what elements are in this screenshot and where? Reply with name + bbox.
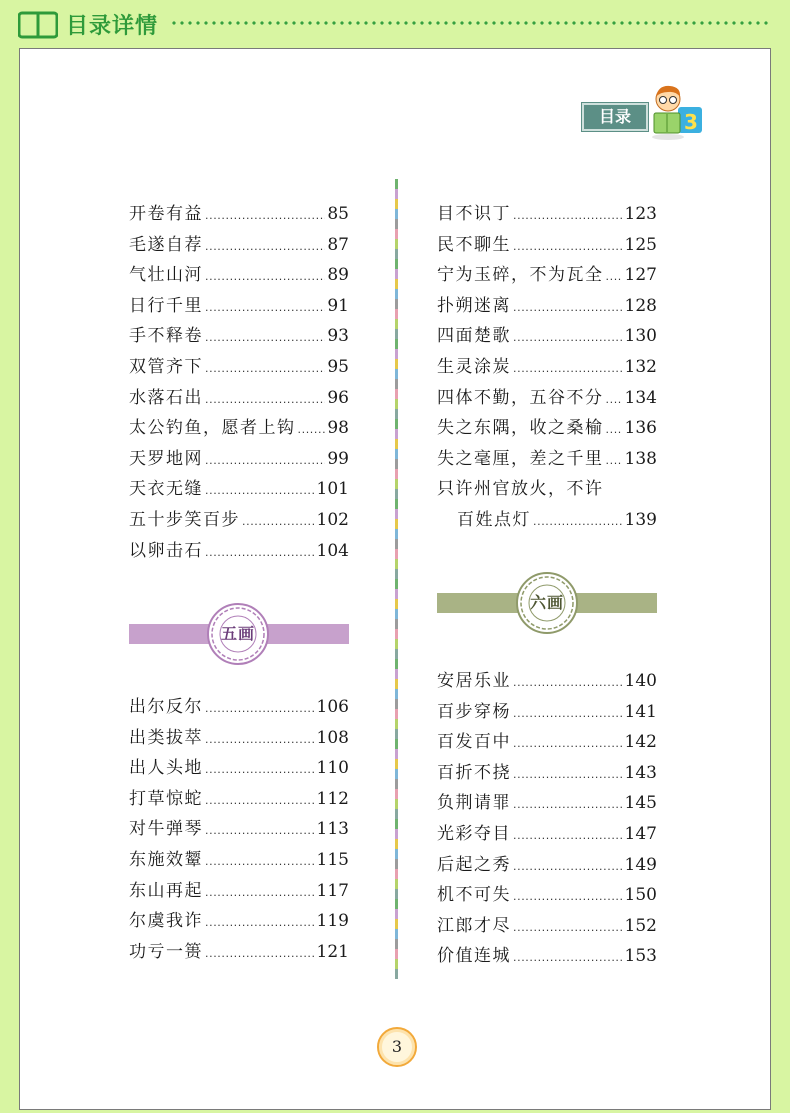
toc-entry-page: 110 (316, 758, 349, 779)
dot-leader (205, 546, 315, 559)
divider-segment (395, 619, 398, 629)
dot-leader (205, 301, 325, 314)
section-medal-wuhua (207, 603, 269, 665)
divider-segment (395, 779, 398, 789)
toc-entry[interactable] (437, 697, 657, 728)
divider-segment (395, 559, 398, 569)
toc-entry-page: 141 (624, 701, 657, 722)
toc-entry-title: 宁为玉碎，不为瓦全 (437, 265, 604, 286)
toc-entry-page: 140 (624, 671, 657, 691)
toc-entry[interactable] (129, 321, 349, 352)
toc-entry-page: 153 (624, 946, 657, 967)
toc-entry-title: 功亏一篑 (129, 941, 203, 962)
toc-entry-page: 95 (327, 356, 349, 377)
toc-entry-page: 93 (327, 326, 349, 347)
toc-entry[interactable] (129, 906, 349, 937)
toc-entry-title: 对牛弹琴 (129, 819, 203, 840)
toc-entry[interactable] (437, 444, 657, 475)
toc-entry-title: 扑朔迷离 (437, 295, 511, 316)
toc-entry-page: 106 (316, 697, 349, 717)
toc-entry-page: 150 (624, 885, 657, 906)
dot-leader (513, 798, 623, 811)
toc-entry[interactable] (437, 727, 657, 758)
divider-segment (395, 509, 398, 519)
toc-entry-title: 毛遂自荐 (129, 234, 203, 255)
dot-leader (205, 824, 315, 837)
toc-entry[interactable] (129, 753, 349, 784)
divider-segment (395, 399, 398, 409)
divider-segment (395, 199, 398, 209)
toc-entry-page: 143 (624, 762, 657, 783)
divider-segment (395, 429, 398, 439)
toc-entry-title: 太公钓鱼，愿者上钩 (129, 418, 296, 439)
toc-entry[interactable] (129, 536, 349, 567)
toc-entry-page: 119 (316, 911, 349, 932)
toc-entry[interactable] (437, 352, 657, 383)
toc-entry-title: 东施效颦 (129, 849, 203, 870)
header-title: 目录详情 (66, 14, 159, 39)
dot-leader (205, 733, 315, 746)
divider-segment (395, 649, 398, 659)
toc-entry-title: 失之毫厘，差之千里 (437, 448, 604, 469)
toc-entry-page: 87 (327, 234, 349, 255)
divider-segment (395, 309, 398, 319)
toc-entry-title: 出类拔萃 (129, 727, 203, 748)
toc-entry[interactable] (129, 352, 349, 383)
toc-entry-page: 115 (316, 849, 349, 870)
dot-leader (606, 454, 623, 467)
toc-entry-page: 89 (327, 265, 349, 286)
toc-entry[interactable] (437, 291, 657, 322)
dot-leader (513, 829, 623, 842)
dot-leader (533, 515, 623, 528)
section-medal-liuhua (516, 572, 578, 634)
divider-segment (395, 479, 398, 489)
dot-leader (513, 362, 623, 375)
left-section-list (129, 692, 349, 967)
toc-entry-title: 目不识丁 (437, 204, 511, 224)
toc-entry-title: 水落石出 (129, 387, 203, 408)
toc-entry-title: 气壮山河 (129, 265, 203, 286)
divider-segment (395, 939, 398, 949)
divider-segment (395, 789, 398, 799)
divider-segment (395, 499, 398, 509)
toc-page (19, 48, 771, 1110)
book-icon (18, 11, 58, 39)
toc-entry-title: 出人头地 (129, 758, 203, 779)
toc-entry-title: 双管齐下 (129, 356, 203, 377)
divider-segment (395, 919, 398, 929)
toc-entry-page: 142 (624, 732, 657, 753)
toc-entry-page: 128 (624, 295, 657, 316)
dot-leader (205, 331, 325, 344)
toc-entry-title: 光彩夺目 (437, 823, 511, 844)
toc-entry-title: 失之东隅，收之桑榆 (437, 418, 604, 439)
divider-segment (395, 459, 398, 469)
dot-leader (513, 921, 623, 934)
toc-entry-title: 四体不勤，五谷不分 (437, 387, 604, 408)
toc-entry-page: 104 (316, 540, 349, 561)
toc-entry-title: 百发百中 (437, 732, 511, 753)
divider-segment (395, 539, 398, 549)
dot-leader (513, 951, 623, 964)
divider-segment (395, 629, 398, 639)
dot-leader (513, 707, 623, 720)
toc-entry-page: 123 (624, 204, 657, 224)
toc-entry-title: 负荆请罪 (437, 793, 511, 814)
toc-entry-title: 开卷有益 (129, 204, 203, 224)
dot-leader (513, 860, 623, 873)
toc-entry-title: 出尔反尔 (129, 697, 203, 717)
divider-segment (395, 489, 398, 499)
dot-leader (513, 240, 623, 253)
toc-entry[interactable] (129, 723, 349, 754)
toc-entry[interactable] (437, 758, 657, 789)
divider-segment (395, 749, 398, 759)
dot-leader (205, 794, 315, 807)
divider-segment (395, 599, 398, 609)
toc-entry[interactable] (129, 291, 349, 322)
toc-entry-page: 112 (316, 788, 349, 809)
dot-leader (205, 454, 325, 467)
toc-entry-title: 民不聊生 (437, 234, 511, 255)
toc-entry-page: 113 (316, 819, 349, 840)
divider-segment (395, 929, 398, 939)
dot-leader (513, 768, 623, 781)
toc-entry[interactable] (129, 845, 349, 876)
toc-entry[interactable] (129, 784, 349, 815)
toc-entry-page: 91 (327, 295, 349, 316)
dot-leader (205, 702, 315, 715)
dot-leader (205, 886, 315, 899)
divider-segment (395, 249, 398, 259)
divider-segment (395, 839, 398, 849)
toc-entry-title: 价值连城 (437, 946, 511, 967)
divider-segment (395, 419, 398, 429)
toc-entry[interactable] (437, 260, 657, 291)
toc-entry[interactable] (129, 230, 349, 261)
left-column-list (129, 199, 349, 566)
toc-entry-title: 天罗地网 (129, 448, 203, 469)
divider-segment (395, 609, 398, 619)
divider-segment (395, 379, 398, 389)
divider-segment (395, 889, 398, 899)
toc-entry[interactable] (129, 260, 349, 291)
divider-segment (395, 759, 398, 769)
dot-leader (513, 737, 623, 750)
toc-entry-title: 百折不挠 (437, 762, 511, 783)
toc-entry-title: 百步穿杨 (437, 701, 511, 722)
divider-segment (395, 269, 398, 279)
divider-segment (395, 569, 398, 579)
toc-entry-title: 生灵涂炭 (437, 356, 511, 377)
divider-segment (395, 859, 398, 869)
divider-segment (395, 259, 398, 269)
divider-segment (395, 869, 398, 879)
toc-entry-page: 85 (327, 204, 349, 224)
divider-segment (395, 369, 398, 379)
divider-segment (395, 209, 398, 219)
header-bar (0, 0, 790, 48)
toc-entry-page: 149 (624, 854, 657, 875)
toc-entry[interactable] (437, 474, 657, 505)
toc-entry-page: 139 (624, 509, 657, 530)
page-number: 3 (377, 1027, 417, 1067)
toc-entry-title: 安居乐业 (437, 671, 511, 691)
divider-segment (395, 959, 398, 969)
toc-entry[interactable] (129, 474, 349, 505)
toc-entry-page: 147 (624, 823, 657, 844)
dot-leader (513, 209, 623, 222)
toc-entry-page: 138 (624, 448, 657, 469)
toc-entry-page: 108 (316, 727, 349, 748)
toc-entry[interactable] (437, 880, 657, 911)
divider-segment (395, 279, 398, 289)
toc-entry[interactable] (437, 819, 657, 850)
divider-segment (395, 899, 398, 909)
toc-entry-page: 98 (327, 418, 349, 439)
toc-entry-title: 江郎才尽 (437, 915, 511, 936)
divider-segment (395, 529, 398, 539)
right-section-list (437, 666, 657, 972)
toc-entry-page: 101 (316, 479, 349, 500)
dot-leader (513, 890, 623, 903)
divider-segment (395, 829, 398, 839)
toc-entry[interactable] (129, 692, 349, 723)
divider-segment (395, 439, 398, 449)
divider-segment (395, 319, 398, 329)
toc-entry-title: 以卵击石 (129, 540, 203, 561)
toc-entry[interactable] (437, 230, 657, 261)
toc-entry[interactable] (437, 666, 657, 697)
toc-entry-page: 136 (624, 418, 657, 439)
toc-entry[interactable] (437, 505, 657, 536)
toc-entry[interactable] (129, 383, 349, 414)
divider-segment (395, 549, 398, 559)
divider-segment (395, 589, 398, 599)
toc-entry-title: 百姓点灯 (457, 509, 531, 530)
toc-entry-page: 145 (624, 793, 657, 814)
divider-segment (395, 329, 398, 339)
divider-segment (395, 659, 398, 669)
reading-kid-icon (648, 83, 706, 141)
dot-leader (606, 423, 623, 436)
divider-segment (395, 289, 398, 299)
toc-entry-title: 天衣无缝 (129, 479, 203, 500)
divider-segment (395, 879, 398, 889)
divider-segment (395, 639, 398, 649)
toc-entry[interactable] (129, 937, 349, 968)
dot-leader (205, 240, 325, 253)
divider-segment (395, 909, 398, 919)
dot-leader (606, 270, 623, 283)
toc-entry[interactable] (129, 413, 349, 444)
dot-leader (205, 393, 325, 406)
toc-entry[interactable] (437, 199, 657, 230)
divider-segment (395, 519, 398, 529)
divider-segment (395, 949, 398, 959)
toc-entry[interactable] (437, 788, 657, 819)
column-divider (395, 179, 398, 981)
dot-leader (205, 270, 325, 283)
divider-segment (395, 409, 398, 419)
toc-entry-page: 132 (624, 356, 657, 377)
dot-leader (205, 855, 315, 868)
right-column-list (437, 199, 657, 536)
dot-leader (205, 484, 315, 497)
toc-entry[interactable] (129, 505, 349, 536)
toc-entry-title: 打草惊蛇 (129, 788, 203, 809)
dot-leader (513, 676, 623, 689)
divider-segment (395, 709, 398, 719)
toc-badge: 目录 (582, 103, 648, 131)
divider-segment (395, 739, 398, 749)
dot-leader (205, 916, 315, 929)
divider-segment (395, 389, 398, 399)
divider-segment (395, 239, 398, 249)
toc-entry-title: 四面楚歌 (437, 326, 511, 347)
divider-segment (395, 179, 398, 189)
toc-entry-title: 后起之秀 (437, 854, 511, 875)
divider-segment (395, 299, 398, 309)
section-label-liuhua: 六画 (529, 593, 564, 612)
toc-entry-title: 日行千里 (129, 295, 203, 316)
toc-entry[interactable] (437, 413, 657, 444)
divider-segment (395, 449, 398, 459)
divider-segment (395, 769, 398, 779)
toc-entry[interactable] (129, 876, 349, 907)
divider-segment (395, 689, 398, 699)
dot-leader (205, 209, 325, 222)
toc-entry[interactable] (129, 199, 349, 230)
svg-text:3: 3 (684, 110, 698, 134)
toc-entry-page: 96 (327, 387, 349, 408)
toc-entry-page: 117 (316, 880, 349, 901)
dot-leader (606, 393, 623, 406)
dot-leader (205, 362, 325, 375)
dot-leader (298, 423, 326, 436)
toc-entry-title: 尔虞我诈 (129, 911, 203, 932)
divider-segment (395, 819, 398, 829)
divider-segment (395, 219, 398, 229)
divider-segment (395, 189, 398, 199)
dot-leader (205, 947, 315, 960)
divider-segment (395, 809, 398, 819)
toc-entry[interactable] (437, 941, 657, 972)
divider-segment (395, 719, 398, 729)
dot-leader (513, 301, 623, 314)
toc-entry[interactable] (437, 321, 657, 352)
dot-leader (242, 515, 315, 528)
toc-entry[interactable] (437, 850, 657, 881)
toc-entry[interactable] (129, 814, 349, 845)
dot-leader (205, 763, 315, 776)
divider-segment (395, 729, 398, 739)
toc-entry-page: 121 (316, 941, 349, 962)
header-dotted-line (170, 21, 770, 25)
divider-segment (395, 679, 398, 689)
toc-entry-page: 152 (624, 915, 657, 936)
divider-segment (395, 469, 398, 479)
divider-segment (395, 799, 398, 809)
toc-entry[interactable] (129, 444, 349, 475)
toc-entry-page: 125 (624, 234, 657, 255)
toc-entry[interactable] (437, 383, 657, 414)
toc-entry-page: 134 (624, 387, 657, 408)
divider-segment (395, 349, 398, 359)
toc-entry-page: 127 (624, 265, 657, 286)
toc-entry-page: 99 (327, 448, 349, 469)
section-label-wuhua: 五画 (220, 624, 255, 643)
toc-entry-title: 手不释卷 (129, 326, 203, 347)
toc-entry-title: 只许州官放火，不许 (437, 479, 604, 500)
toc-entry-page: 102 (316, 509, 349, 530)
toc-entry-title: 机不可失 (437, 885, 511, 906)
divider-segment (395, 699, 398, 709)
divider-segment (395, 229, 398, 239)
divider-segment (395, 339, 398, 349)
toc-entry-title: 东山再起 (129, 880, 203, 901)
divider-segment (395, 579, 398, 589)
divider-segment (395, 359, 398, 369)
toc-entry[interactable] (437, 911, 657, 942)
toc-entry-title: 五十步笑百步 (129, 509, 240, 530)
divider-segment (395, 969, 398, 979)
divider-segment (395, 849, 398, 859)
dot-leader (513, 331, 623, 344)
toc-entry-page: 130 (624, 326, 657, 347)
divider-segment (395, 669, 398, 679)
